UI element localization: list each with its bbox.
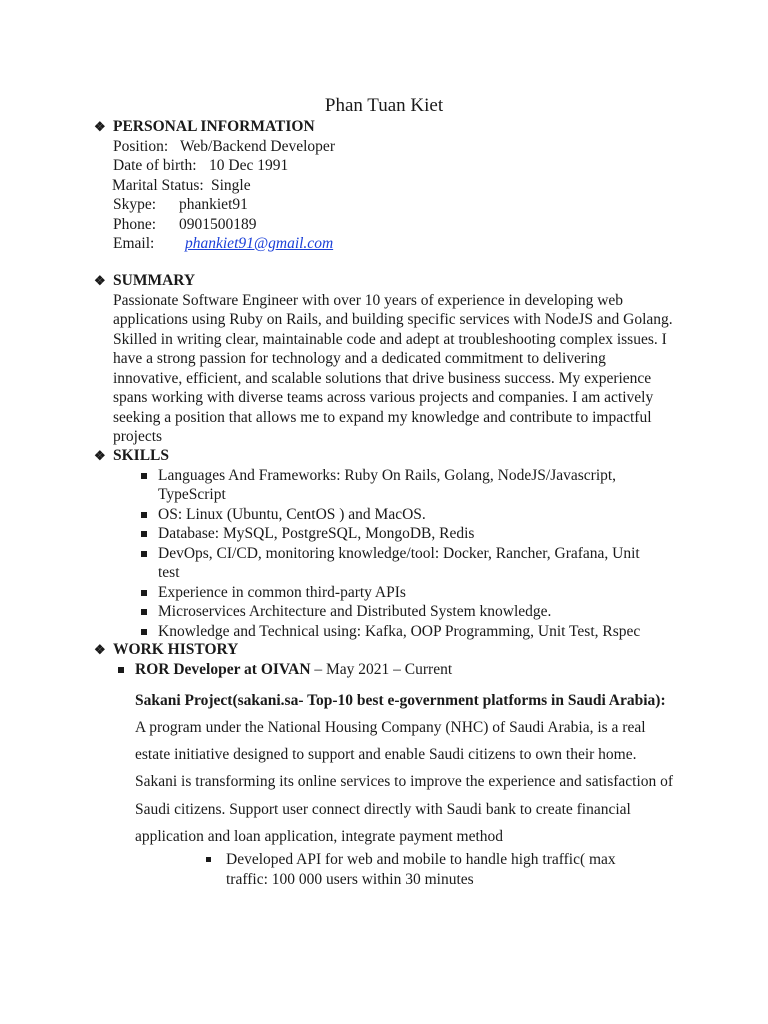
list-item: Microservices Architecture and Distributed System knowledge. — [139, 602, 659, 622]
diamond-bullet-icon: ❖ — [94, 448, 106, 463]
skype-row — [113, 195, 674, 215]
personal-information-section — [94, 117, 674, 254]
email-link[interactable]: phankiet91@gmail.com — [185, 235, 334, 252]
skills-list — [139, 466, 659, 642]
position-row — [113, 137, 674, 157]
dob-value: 10 Dec 1991 — [209, 157, 289, 174]
resume-name: Phan Tuan Kiet — [324, 95, 444, 116]
list-item: Experience in common third-party APIs — [139, 583, 659, 603]
summary-text: Passionate Software Engineer with over 10 years of experience in developing web applications using Ruby on Rails, and building specific services with NodeJS and Golang. Skilled in writing clear, maintainable code and adept at troubleshooting complex issues. I have a strong passion for technology and a dedicated commitment to delivering innovative, efficient, and scalable solutions that drive business success. My experience spans working with diverse teams across various projects and companies. I am actively seeking a position that allows me to expand my knowledge and contribute to impactful projects — [113, 291, 673, 445]
email-row — [113, 234, 674, 254]
list-item: DevOps, CI/CD, monitoring knowledge/tool: Docker, Rancher, Grafana, Unit test — [139, 544, 659, 583]
summary-heading: ❖ SUMMARY — [94, 272, 196, 289]
job-title: ROR Developer at OIVAN — [135, 660, 311, 678]
dob-label: Date of birth: — [113, 157, 197, 174]
position-label: Position: — [113, 137, 169, 155]
work-history-heading: ❖ WORK HISTORY — [94, 641, 239, 658]
skills-heading: ❖ SKILLS — [94, 447, 170, 464]
project-description — [135, 687, 675, 851]
list-item: Languages And Frameworks: Ruby On Rails, Golang, NodeJS/Javascript, TypeScript — [139, 466, 659, 505]
skype-label: Skype: — [113, 196, 157, 213]
list-item: Database: MySQL, PostgreSQL, MongoDB, Redis — [139, 524, 659, 544]
email-label: Email: — [113, 235, 155, 252]
dob-row — [113, 156, 674, 176]
diamond-bullet-icon: ❖ — [94, 642, 106, 657]
job-period: – May 2021 – Current — [310, 660, 453, 678]
list-item: OS: Linux (Ubuntu, CentOS ) and MacOS. — [139, 505, 659, 525]
project-title: Sakani Project(sakani.sa- Top-10 best e-government platforms in Saudi Arabia): — [135, 691, 666, 709]
work-history-section — [94, 640, 674, 889]
personal-information-heading: ❖ PERSONAL INFORMATION — [94, 118, 315, 135]
phone-label: Phone: — [113, 215, 157, 233]
skills-section — [94, 446, 674, 641]
job-entry — [116, 660, 674, 680]
marital-value: Single — [211, 176, 251, 194]
list-item: Knowledge and Technical using: Kafka, OOP Programming, Unit Test, Rspec — [139, 622, 659, 642]
marital-label: Marital Status: — [112, 176, 204, 194]
position-value: Web/Backend Developer — [180, 137, 335, 155]
phone-row — [113, 215, 674, 235]
task-list — [204, 850, 654, 889]
phone-value: 0901500189 — [179, 215, 257, 233]
list-item: Developed API for web and mobile to handle high traffic( max traffic: 100 000 users within 30 minutes — [204, 850, 654, 889]
diamond-bullet-icon: ❖ — [94, 119, 106, 134]
project-desc: A program under the National Housing Company (NHC) of Saudi Arabia, is a real estate initiative designed to support and enable Saudi citizens to own their home. Sakani is transforming its online services to improve the experience and satisfaction of Saudi citizens. Support user connect directly with Saudi bank to create financial application and loan application, integrate payment method — [135, 718, 674, 845]
diamond-bullet-icon: ❖ — [94, 273, 106, 288]
marital-row — [112, 176, 674, 196]
summary-section — [94, 271, 674, 447]
skype-value: phankiet91 — [179, 196, 248, 213]
